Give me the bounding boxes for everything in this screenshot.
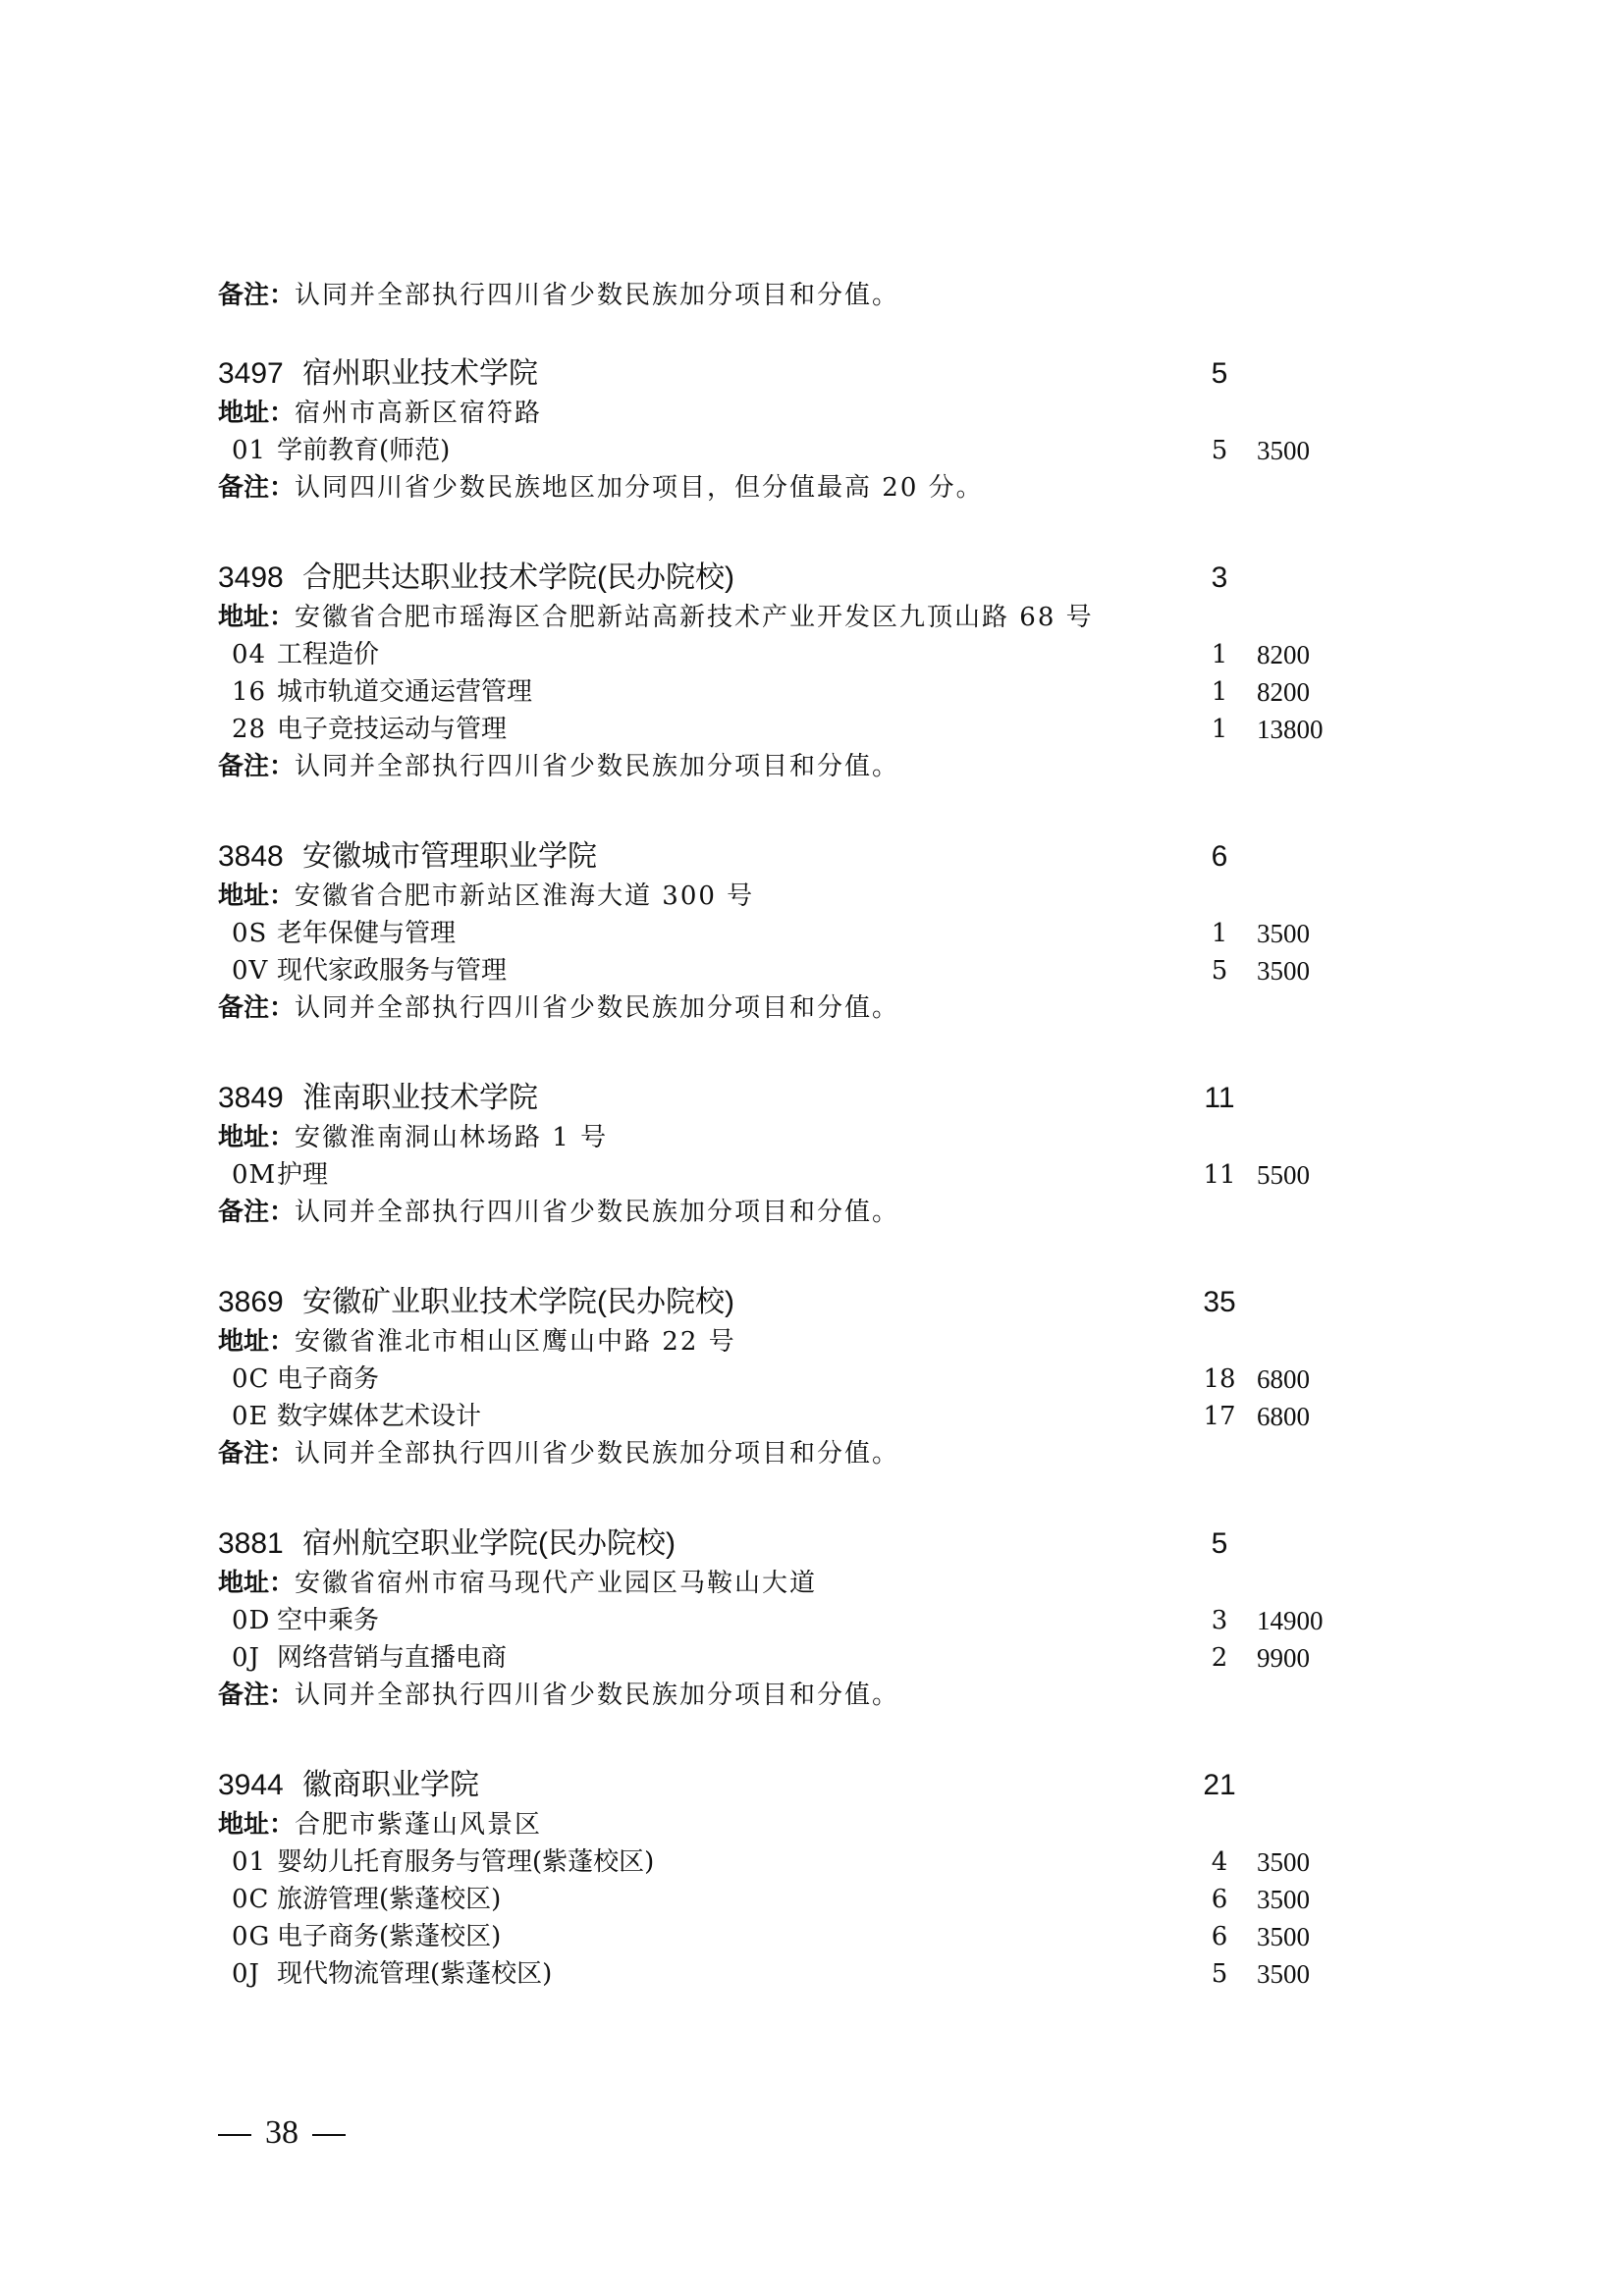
school-code: 3869 (218, 1286, 284, 1318)
major-code: 0J (232, 1643, 260, 1673)
school-code: 3849 (218, 1082, 284, 1114)
major-name: 空中乘务 (277, 1606, 380, 1635)
major-code: 0V (232, 956, 269, 986)
major-fee: 8200 (1257, 677, 1310, 707)
major-row (218, 636, 1396, 673)
major-name: 现代家政服务与管理 (277, 956, 508, 986)
school-note (218, 989, 1396, 1027)
major-name: 学前教育(师范) (277, 436, 451, 465)
school-name: 安徽城市管理职业学院 (302, 840, 597, 873)
school-quota: 5 (1211, 357, 1228, 390)
address-text: 安徽省合肥市新站区淮海大道 300 号 (295, 881, 755, 911)
major-code: 28 (232, 715, 267, 744)
major-code: 0C (232, 1364, 270, 1394)
major-code: 0M (232, 1160, 277, 1190)
school-code: 3497 (218, 357, 284, 390)
school-name: 淮南职业技术学院 (302, 1082, 538, 1114)
address-text: 安徽淮南洞山林场路 1 号 (295, 1123, 609, 1152)
major-name: 电子商务(紫蓬校区) (277, 1922, 502, 1951)
major-code: 16 (232, 677, 267, 707)
school-header (218, 558, 1396, 599)
address-text: 安徽省宿州市宿马现代产业园区马鞍山大道 (295, 1569, 818, 1598)
major-code: 04 (232, 640, 267, 669)
major-fee: 5500 (1257, 1160, 1310, 1190)
note-text: 认同并全部执行四川省少数民族加分项目和分值。 (295, 1198, 900, 1227)
school-quota: 21 (1203, 1769, 1236, 1801)
major-row (218, 711, 1396, 748)
note-text: 认同并全部执行四川省少数民族加分项目和分值。 (295, 1439, 900, 1468)
major-row (218, 673, 1396, 711)
major-fee: 3500 (1257, 956, 1310, 986)
footer-dash-left (218, 2134, 251, 2136)
major-row (218, 1602, 1396, 1639)
school-address (218, 599, 1396, 636)
section-spacer (218, 507, 1396, 558)
major-quota: 2 (1211, 1643, 1228, 1673)
major-fee: 8200 (1257, 640, 1310, 669)
major-quota: 18 (1203, 1364, 1236, 1394)
major-name: 电子竞技运动与管理 (277, 715, 508, 744)
top-note (218, 277, 1396, 314)
major-row (218, 952, 1396, 989)
school-quota: 35 (1203, 1286, 1236, 1318)
school-name: 徽商职业学院 (302, 1769, 479, 1801)
school-header (218, 1078, 1396, 1119)
school-list (218, 314, 1396, 1993)
note-text: 认同并全部执行四川省少数民族加分项目和分值。 (295, 1681, 900, 1710)
major-name: 网络营销与直播电商 (277, 1643, 508, 1673)
major-code: 0S (232, 919, 268, 948)
school-quota: 3 (1211, 561, 1228, 594)
major-name: 旅游管理(紫蓬校区) (277, 1885, 502, 1914)
major-row (218, 1361, 1396, 1398)
major-row (218, 432, 1396, 469)
major-quota: 4 (1211, 1847, 1228, 1877)
major-name: 数字媒体艺术设计 (277, 1402, 482, 1431)
note-text: 认同四川省少数民族地区加分项目，但分值最高 20 分。 (295, 473, 984, 503)
school-code: 3848 (218, 840, 284, 873)
section-spacer (218, 1472, 1396, 1523)
major-quota: 1 (1211, 640, 1228, 669)
major-row (218, 1156, 1396, 1194)
note-label: 备注： (218, 1198, 296, 1227)
school-note (218, 748, 1396, 785)
address-label: 地址： (218, 1569, 296, 1598)
address-text: 安徽省淮北市相山区鹰山中路 22 号 (295, 1327, 736, 1357)
major-name: 老年保健与管理 (277, 919, 457, 948)
major-name: 护理 (277, 1160, 329, 1190)
major-fee: 13800 (1257, 715, 1324, 744)
document-body (218, 277, 1396, 1993)
school-note (218, 1677, 1396, 1714)
major-code: 0D (232, 1606, 271, 1635)
major-fee: 3500 (1257, 1885, 1310, 1914)
major-code: 0J (232, 1959, 260, 1989)
major-quota: 11 (1203, 1160, 1236, 1190)
major-name: 城市轨道交通运营管理 (277, 677, 533, 707)
major-quota: 1 (1211, 919, 1228, 948)
major-name: 婴幼儿托育服务与管理(紫蓬校区) (277, 1847, 655, 1877)
school-name: 合肥共达职业技术学院(民办院校) (302, 561, 734, 594)
school-code: 3881 (218, 1527, 284, 1560)
major-fee: 3500 (1257, 1847, 1310, 1877)
address-label: 地址： (218, 881, 296, 911)
major-fee: 3500 (1257, 1959, 1310, 1989)
note-label: 备注： (218, 993, 296, 1023)
major-fee: 3500 (1257, 919, 1310, 948)
major-name: 电子商务 (277, 1364, 380, 1394)
major-name: 现代物流管理(紫蓬校区) (277, 1959, 553, 1989)
page-number: 38 (265, 2114, 298, 2151)
major-quota: 6 (1211, 1922, 1228, 1951)
school-name: 宿州航空职业学院(民办院校) (302, 1527, 676, 1560)
address-label: 地址： (218, 1327, 296, 1357)
page-footer (218, 2110, 434, 2156)
note-text: 认同并全部执行四川省少数民族加分项目和分值。 (295, 993, 900, 1023)
school-quota: 11 (1204, 1082, 1235, 1114)
major-code: 0G (232, 1922, 271, 1951)
major-fee: 6800 (1257, 1402, 1310, 1431)
major-code: 01 (232, 1847, 267, 1877)
major-row (218, 1639, 1396, 1677)
school-header (218, 1765, 1396, 1806)
school-note (218, 1435, 1396, 1472)
major-row (218, 1918, 1396, 1955)
major-fee: 6800 (1257, 1364, 1310, 1394)
major-fee: 14900 (1257, 1606, 1324, 1635)
school-address (218, 1806, 1396, 1843)
major-quota: 3 (1211, 1606, 1228, 1635)
major-row (218, 915, 1396, 952)
address-text: 宿州市高新区宿符路 (295, 399, 543, 428)
section-spacer (218, 1231, 1396, 1282)
address-label: 地址： (218, 1123, 296, 1152)
school-header (218, 1523, 1396, 1565)
major-quota: 1 (1211, 715, 1228, 744)
major-quota: 1 (1211, 677, 1228, 707)
school-note (218, 469, 1396, 507)
section-spacer (218, 314, 1396, 353)
school-name: 安徽矿业职业技术学院(民办院校) (302, 1286, 734, 1318)
major-quota: 5 (1211, 956, 1228, 986)
major-code: 0C (232, 1885, 270, 1914)
major-row (218, 1843, 1396, 1881)
address-label: 地址： (218, 603, 296, 632)
note-label: 备注： (218, 752, 296, 781)
school-header (218, 353, 1396, 395)
school-code: 3498 (218, 561, 284, 594)
school-address (218, 395, 1396, 432)
section-spacer (218, 1027, 1396, 1078)
address-label: 地址： (218, 399, 296, 428)
school-quota: 6 (1211, 840, 1228, 873)
school-address (218, 878, 1396, 915)
major-code: 0E (232, 1402, 269, 1431)
major-fee: 9900 (1257, 1643, 1310, 1673)
section-spacer (218, 785, 1396, 836)
note-label: 备注： (218, 1681, 296, 1710)
school-note (218, 1194, 1396, 1231)
school-code: 3944 (218, 1769, 284, 1801)
address-label: 地址： (218, 1810, 296, 1840)
major-row (218, 1398, 1396, 1435)
major-fee: 3500 (1257, 1922, 1310, 1951)
note-text: 认同并全部执行四川省少数民族加分项目和分值。 (295, 752, 900, 781)
major-row (218, 1881, 1396, 1918)
major-code: 01 (232, 436, 267, 465)
school-quota: 5 (1211, 1527, 1228, 1560)
major-name: 工程造价 (277, 640, 380, 669)
note-label: 备注： (218, 281, 296, 310)
major-row (218, 1955, 1396, 1993)
major-fee: 3500 (1257, 436, 1310, 465)
school-address (218, 1119, 1396, 1156)
address-text: 合肥市紫蓬山风景区 (295, 1810, 543, 1840)
note-label: 备注： (218, 1439, 296, 1468)
footer-dash-right (312, 2134, 346, 2136)
major-quota: 5 (1211, 436, 1228, 465)
major-quota: 5 (1211, 1959, 1228, 1989)
school-header (218, 1282, 1396, 1323)
section-spacer (218, 1714, 1396, 1765)
school-address (218, 1565, 1396, 1602)
school-address (218, 1323, 1396, 1361)
school-name: 宿州职业技术学院 (302, 357, 538, 390)
note-label: 备注： (218, 473, 296, 503)
major-quota: 17 (1203, 1402, 1236, 1431)
school-header (218, 836, 1396, 878)
major-quota: 6 (1211, 1885, 1228, 1914)
address-text: 安徽省合肥市瑶海区合肥新站高新技术产业开发区九顶山路 68 号 (295, 603, 1094, 632)
note-text: 认同并全部执行四川省少数民族加分项目和分值。 (295, 281, 900, 310)
